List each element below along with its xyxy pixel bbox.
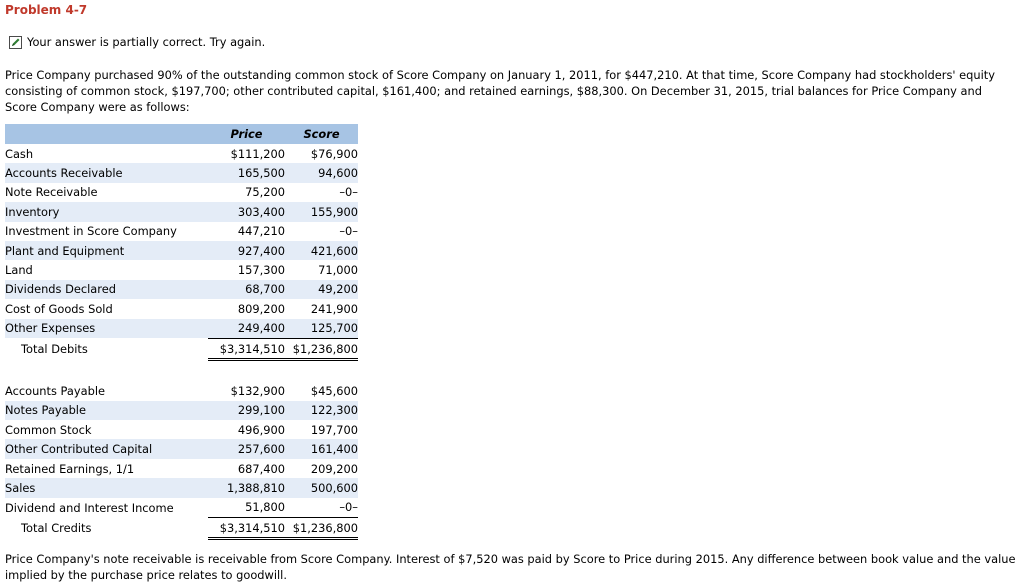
row-label: Other Contributed Capital <box>5 439 208 458</box>
score-value: 421,600 <box>285 241 358 260</box>
table-row <box>5 241 358 260</box>
row-label: Other Expenses <box>5 319 208 339</box>
total-debits-label: Total Debits <box>21 342 88 357</box>
row-label: Cash <box>5 146 34 161</box>
price-value: 809,200 <box>237 301 285 316</box>
table-row <box>5 420 358 439</box>
row-label: Dividends Declared <box>5 280 208 299</box>
price-value: $111,200 <box>230 146 285 161</box>
total-credits-score: $1,236,800 <box>285 518 358 539</box>
row-label: Land <box>5 263 33 278</box>
header-blank <box>5 124 208 144</box>
score-value: 209,200 <box>310 461 358 476</box>
score-value: 500,600 <box>285 478 358 497</box>
score-value: 125,700 <box>285 319 358 339</box>
table-spacer <box>5 360 358 382</box>
table-row <box>5 381 358 400</box>
total-credits-label: Total Credits <box>21 521 92 536</box>
total-debits-score: $1,236,800 <box>285 338 358 359</box>
score-value: 241,900 <box>310 301 358 316</box>
row-label: Cost of Goods Sold <box>5 301 113 316</box>
price-value: 687,400 <box>237 461 285 476</box>
price-value: 51,800 <box>245 500 285 515</box>
price-value: 303,400 <box>208 202 285 221</box>
score-value: 94,600 <box>285 163 358 182</box>
price-value: 75,200 <box>245 185 285 200</box>
price-value: 165,500 <box>208 163 285 182</box>
row-label: Investment in Score Company <box>5 224 177 239</box>
feedback-text: Your answer is partially correct. Try again. <box>27 35 266 49</box>
header-score: Score <box>285 124 358 144</box>
table-row <box>5 478 358 497</box>
feedback-row <box>9 34 265 50</box>
price-value: 496,900 <box>237 422 285 437</box>
table-row <box>5 498 358 518</box>
row-label: Inventory <box>5 202 208 221</box>
row-label: Sales <box>5 478 208 497</box>
row-label: Accounts Receivable <box>5 163 208 182</box>
price-value: $132,900 <box>230 383 285 398</box>
score-value: –0– <box>339 224 358 239</box>
score-value: 197,700 <box>310 422 358 437</box>
price-value: 927,400 <box>208 241 285 260</box>
row-label: Accounts Payable <box>5 383 106 398</box>
row-label: Plant and Equipment <box>5 241 208 260</box>
table-row <box>5 319 358 339</box>
price-value: 257,600 <box>208 439 285 458</box>
trial-balance-table <box>5 124 358 540</box>
table-row <box>5 439 358 458</box>
score-value: 161,400 <box>285 439 358 458</box>
table-row <box>5 299 358 318</box>
score-value: 122,300 <box>285 401 358 420</box>
row-label: Notes Payable <box>5 401 208 420</box>
problem-title: Problem 4-7 <box>5 3 88 17</box>
total-credits-price: $3,314,510 <box>208 518 285 539</box>
score-value: 155,900 <box>285 202 358 221</box>
price-value: 68,700 <box>208 280 285 299</box>
table-row <box>5 144 358 163</box>
table-row <box>5 183 358 202</box>
pencil-check-icon <box>9 36 22 49</box>
table-row <box>5 202 358 221</box>
score-value: $45,600 <box>310 383 358 398</box>
price-value: 447,210 <box>237 224 285 239</box>
score-value: –0– <box>339 185 358 200</box>
score-value: 71,000 <box>318 263 358 278</box>
row-label: Dividend and Interest Income <box>5 500 174 515</box>
row-label: Retained Earnings, 1/1 <box>5 461 135 476</box>
problem-intro: Price Company purchased 90% of the outstanding common stock of Score Company on January 1, 2011, for $447,210. At that time, Score Company had stockholders' equity consisting of common stock, $197,700; other contributed capital, $161,400; and retained earnings, $88,300. On December 31, 2015, trial balances for Price Company and Score Company were as follows: <box>5 68 995 114</box>
table-row <box>5 459 358 478</box>
score-value: 49,200 <box>285 280 358 299</box>
problem-footer-note: Price Company's note receivable is receivable from Score Company. Interest of $7,520 was paid by Score to Price during 2015. Any difference between book value and the value implied by the purchase price relates to goodwill. <box>5 552 1016 582</box>
table-row <box>5 163 358 182</box>
price-value: 1,388,810 <box>208 478 285 497</box>
score-value: –0– <box>339 500 358 515</box>
table-row <box>5 222 358 241</box>
total-debits-row <box>5 338 358 359</box>
price-value: 249,400 <box>208 319 285 339</box>
table-row <box>5 260 358 279</box>
price-value: 157,300 <box>237 263 285 278</box>
table-row <box>5 280 358 299</box>
table-row <box>5 401 358 420</box>
total-credits-row <box>5 518 358 539</box>
price-value: 299,100 <box>208 401 285 420</box>
table-header-row <box>5 124 358 144</box>
row-label: Common Stock <box>5 422 92 437</box>
score-value: $76,900 <box>310 146 358 161</box>
header-price: Price <box>208 124 285 144</box>
total-debits-price: $3,314,510 <box>208 338 285 359</box>
row-label: Note Receivable <box>5 185 98 200</box>
